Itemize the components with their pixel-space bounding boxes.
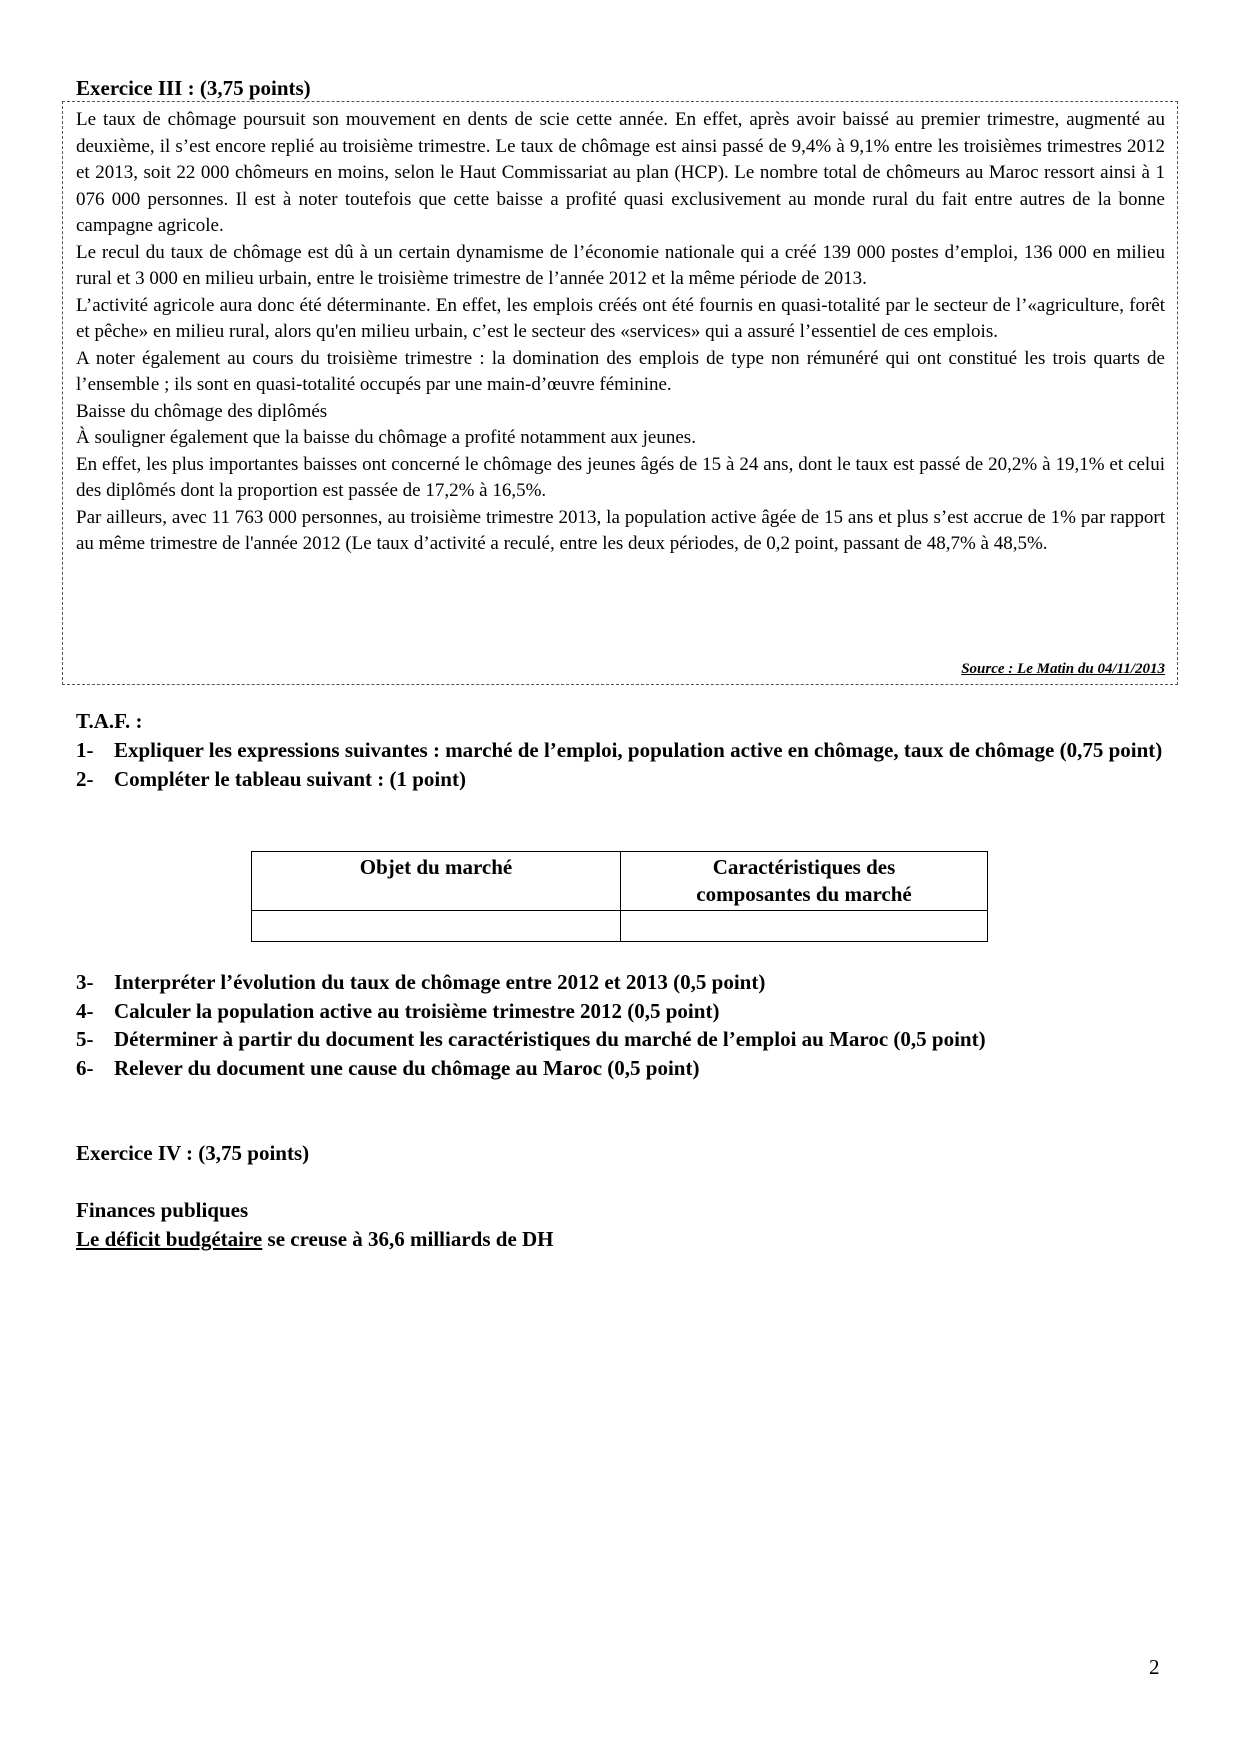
question-item <box>76 968 1186 997</box>
table-cell[interactable] <box>621 911 988 942</box>
section-title: Finances publiques <box>76 1198 249 1222</box>
document-paragraph: En effet, les plus importantes baisses ont concerné le chômage des jeunes âgés de 15 à 24 ans, dont le taux est passé de 20,2% à 19,1% et celui des diplômés dont la proportion est passée de 17,2% à 16,5%. <box>76 453 1165 501</box>
article-headline <box>76 1227 554 1252</box>
question-number: 1- <box>76 738 94 762</box>
question-text: Calculer la population active au troisième trimestre 2012 (0,5 point) <box>114 998 720 1023</box>
exercise-3-title: Exercice III : (3,75 points) <box>76 76 311 100</box>
headline-underlined-part: Le déficit budgétaire <box>76 1227 263 1251</box>
question-number: 5- <box>76 1027 94 1051</box>
question-text: Déterminer à partir du document les caractéristiques du marché de l’emploi au Maroc (0,5 point) <box>114 1027 986 1051</box>
document-paragraph: A noter également au cours du troisième trimestre : la domination des emplois de type non rémunéré qui ont constitué les trois quarts de l’ensemble ; ils sont en quasi-totalité occupés par une main-d’œuvre féminine. <box>76 347 1165 395</box>
exercise-4-title: Exercice IV : (3,75 points) <box>76 1141 310 1165</box>
question-list-part-2 <box>76 968 1186 1082</box>
document-paragraph: Le taux de chômage poursuit son mouvement en dents de scie cette année. En effet, après avoir baissé au premier trimestre, augmenté au deuxième, il s’est encore replié au troisième trimestre. Le taux de chômage est ainsi passé de 9,4% à 9,1% entre les troisièmes trimestres 2012 et 2013, soit 22 000 chômeurs en moins, selon le Haut Commissariat au plan (HCP). Le nombre total de chômeurs au Maroc ressort ainsi à 1 076 000 personnes. Il est à noter toutefois que cette baisse a profité quasi exclusivement au monde rural du fait entre autres de la bonne campagne agricole. <box>76 109 1165 236</box>
document-text-box <box>62 101 1178 685</box>
table-header-row <box>252 852 988 911</box>
question-number: 2- <box>76 766 94 791</box>
question-item <box>76 997 1186 1026</box>
document-source: Source : Le Matin du 04/11/2013 <box>961 661 1165 677</box>
question-number: 6- <box>76 1055 94 1080</box>
question-item <box>76 736 1186 765</box>
question-text: Relever du document une cause du chômage au Maroc (0,5 point) <box>114 1055 700 1080</box>
table-row <box>252 911 988 942</box>
table-cell[interactable] <box>252 911 621 942</box>
document-paragraph: Par ailleurs, avec 11 763 000 personnes, au troisième trimestre 2013, la population active âgée de 15 ans et plus s’est accrue de 1% par rapport au même trimestre de l'année 2012 (Le taux d’activité a reculé, entre les deux périodes, de 0,2 point, passant de 48,7% à 48,5%. <box>76 506 1165 554</box>
question-text: Expliquer les expressions suivantes : marché de l’emploi, population active en chômage, taux de chômage (0,75 point) <box>114 738 1163 762</box>
question-item <box>76 765 1186 794</box>
headline-rest: se creuse à 36,6 milliards de DH <box>262 1227 554 1251</box>
document-paragraph: À souligner également que la baisse du chômage a profité notamment aux jeunes. <box>76 427 696 448</box>
table-header-cell: Caractéristiques des composantes du marché <box>621 852 988 911</box>
page-number: 2 <box>1149 1655 1160 1679</box>
question-item <box>76 1054 1186 1083</box>
question-list-part-1 <box>76 736 1186 793</box>
question-text: Interpréter l’évolution du taux de chômage entre 2012 et 2013 (0,5 point) <box>114 970 766 994</box>
question-number: 4- <box>76 998 94 1023</box>
document-paragraph: Le recul du taux de chômage est dû à un certain dynamisme de l’économie nationale qui a créé 139 000 postes d’emploi, 136 000 en milieu rural et 3 000 en milieu urbain, entre le troisième trimestre de l’année 2012 et la même période de 2013. <box>76 241 1165 289</box>
question-text: Compléter le tableau suivant : (1 point) <box>114 766 466 791</box>
question-number: 3- <box>76 970 94 994</box>
market-table <box>251 851 988 942</box>
question-item <box>76 1025 1186 1054</box>
document-subheading: Baisse du chômage des diplômés <box>76 400 328 422</box>
taf-title: T.A.F. : <box>76 709 143 733</box>
table-header-cell: Objet du marché <box>252 852 621 911</box>
document-paragraph: L’activité agricole aura donc été déterminante. En effet, les emplois créés ont été fournis en quasi-totalité par le secteur de l’«agriculture, forêt et pêche» en milieu rural, alors qu'en milieu urbain, c’est le secteur des «services» qui a assuré l’essentiel de ces emplois. <box>76 294 1165 342</box>
